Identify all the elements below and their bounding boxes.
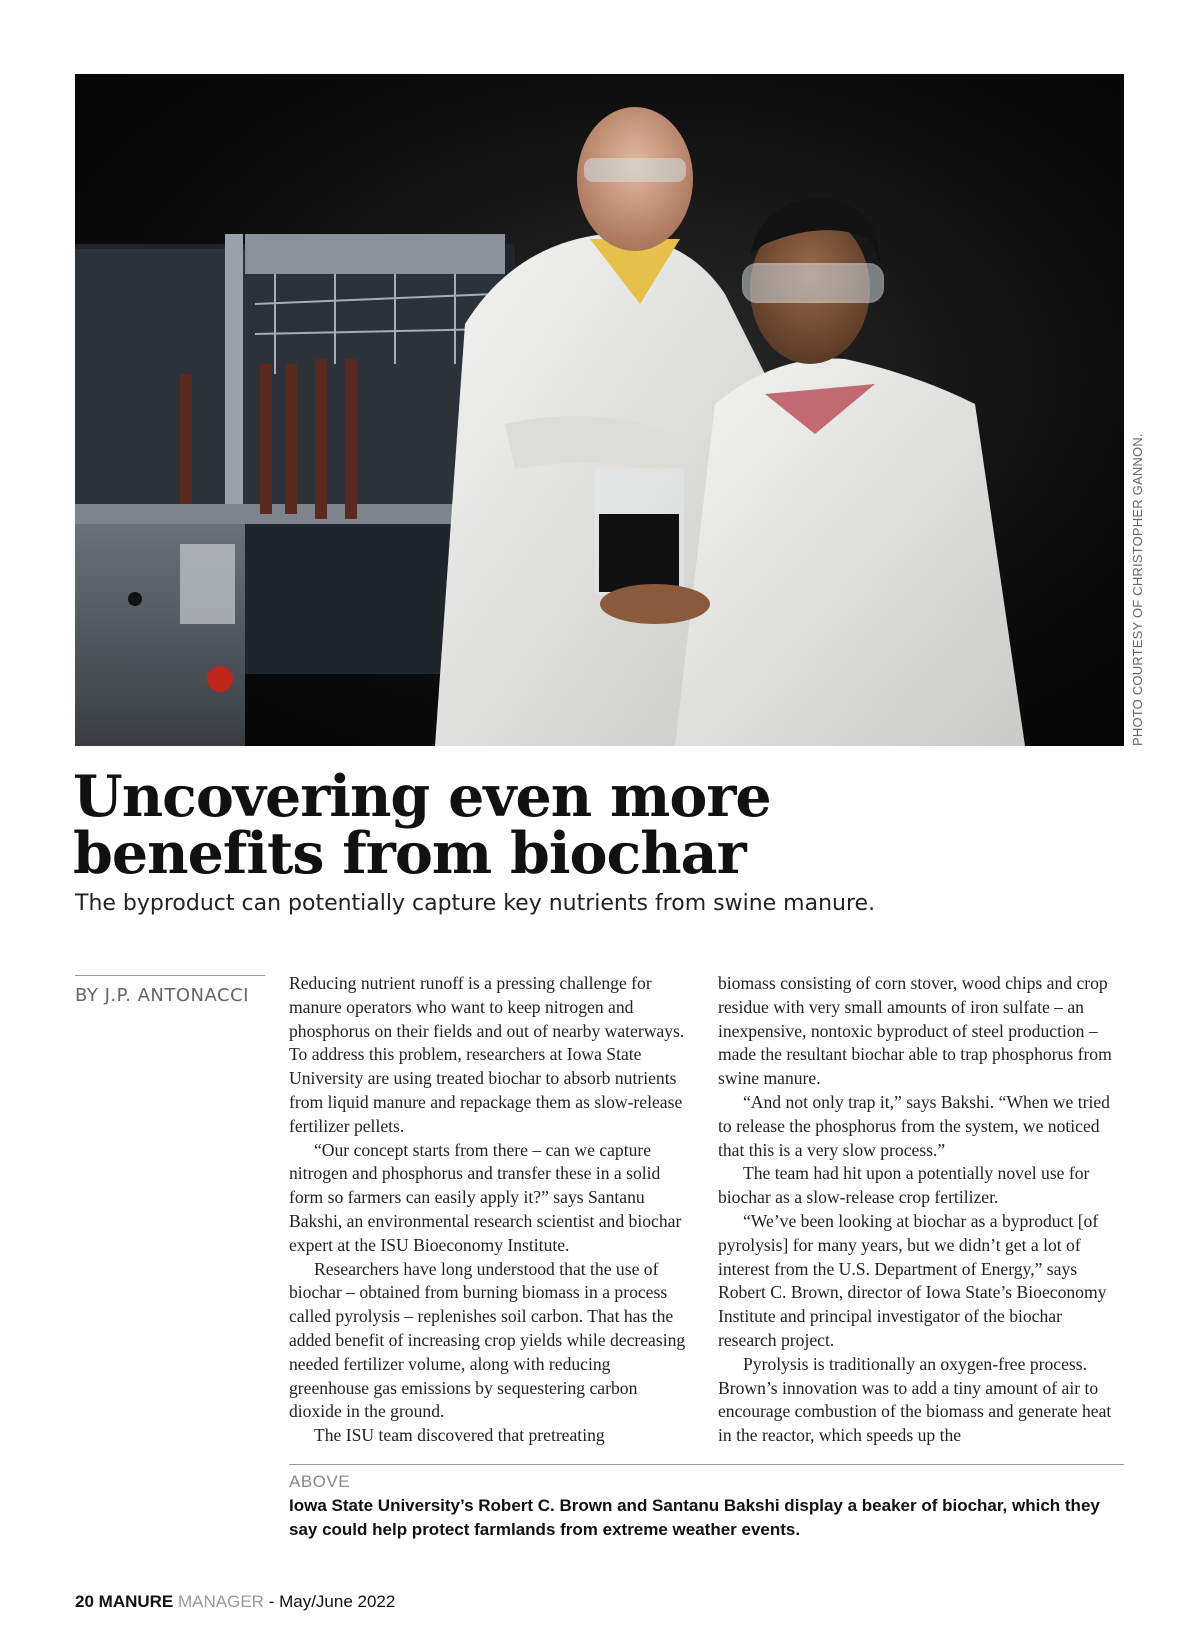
- photo-credit: PHOTO COURTESY OF CHRISTOPHER GANNON.: [1130, 433, 1145, 746]
- subheadline: The byproduct can potentially capture key nutrients from swine manure.: [75, 891, 876, 916]
- byline-rule: [75, 975, 265, 976]
- issue-date: - May/June 2022: [263, 1592, 396, 1611]
- page-number: 20: [75, 1592, 94, 1611]
- magazine-name-bold: MANURE: [98, 1592, 174, 1611]
- paragraph: biomass consisting of corn stover, wood chips and crop residue with very small amounts of iron sulfate – an inexpensive, nontoxic byproduct of steel production – made the resultant biochar able to trap phosphorus from swine manure.: [718, 973, 1112, 1089]
- headline-line-2: benefits from biochar: [73, 820, 746, 887]
- magazine-name-light: MANAGER: [178, 1592, 264, 1611]
- caption-text: Iowa State University’s Robert C. Brown and Santanu Bakshi display a beaker of biochar, which they say could help protect farmlands from extreme weather events.: [289, 1496, 1100, 1539]
- paragraph: The ISU team discovered that pretreating: [314, 1425, 605, 1446]
- page-footer: [75, 1592, 395, 1612]
- caption-label: ABOVE: [289, 1472, 351, 1491]
- paragraph: “Our concept starts from there – can we capture nitrogen and phosphorus and transfer these in a solid form so farmers can easily apply it?” says Santanu Bakshi, an environmental research scientist and biochar expert at the ISU Bioeconomy Institute.: [289, 1139, 682, 1255]
- body-column-left: [289, 972, 694, 1448]
- paragraph: “And not only trap it,” says Bakshi. “When we tried to release the phosphorus from the system, we noticed that this is a very slow process.”: [718, 1091, 1110, 1160]
- paragraph: Pyrolysis is traditionally an oxygen-free process. Brown’s innovation was to add a tiny amount of air to encourage combustion of the biomass and generate heat in the reactor, which speeds up the: [718, 1353, 1112, 1446]
- byline: BY J.P. ANTONACCI: [75, 985, 249, 1006]
- headline-line-1: Uncovering even more: [73, 763, 771, 830]
- paragraph: “We’ve been looking at biochar as a byproduct [of pyrolysis] for many years, but we didn’t get a lot of interest from the U.S. Department of Energy,” says Robert C. Brown, director of Iowa State’s Bioeconomy Institute and principal investigator of the biochar research project.: [718, 1210, 1107, 1350]
- paragraph: Researchers have long understood that the use of biochar – obtained from burning biomass in a process called pyrolysis – replenishes soil carbon. That has the added benefit of increasing crop yields while decreasing needed fertilizer volume, along with reducing greenhouse gas emissions by sequestering carbon dioxide in the ground.: [289, 1258, 686, 1422]
- paragraph: Reducing nutrient runoff is a pressing challenge for manure operators who want to keep nitrogen and phosphorus on their fields and out of nearby waterways. To address this problem, researchers at Iowa State University are using treated biochar to absorb nutrients from liquid manure and repackage them as slow-release fertilizer pellets.: [289, 973, 685, 1136]
- body-column-right: [718, 972, 1123, 1448]
- paragraph: The team had hit upon a potentially novel use for biochar as a slow-release crop fertilizer.: [718, 1163, 1090, 1208]
- caption-rule: [289, 1464, 1124, 1465]
- headline: [73, 763, 973, 887]
- article-photo: [75, 74, 1124, 746]
